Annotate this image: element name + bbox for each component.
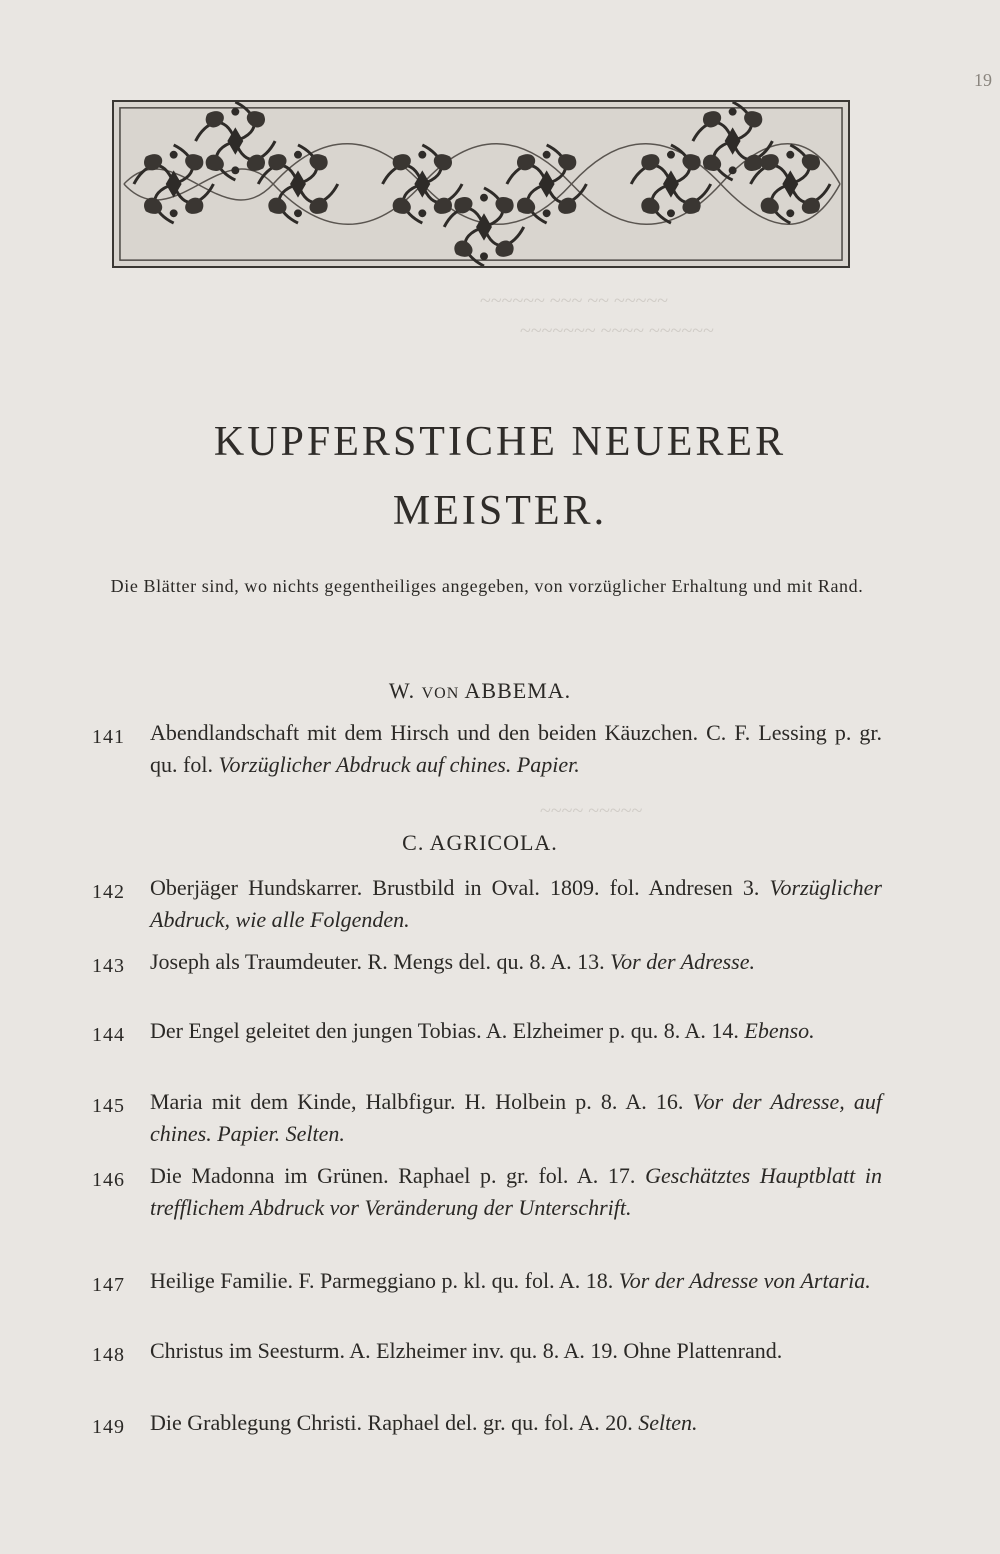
catalog-entry — [92, 1086, 882, 1150]
entry-note: Vorzüglicher Abdruck, wie alle Folgenden. — [150, 875, 882, 932]
entry-number: 141 — [92, 726, 125, 748]
entry-number: 146 — [92, 1169, 125, 1191]
entry-number: 147 — [92, 1274, 125, 1296]
artist-heading-agricola — [0, 830, 960, 856]
entry-number: 142 — [92, 881, 125, 903]
entry-text — [150, 1160, 882, 1224]
entry-description: Abendlandschaft mit dem Hirsch und den beiden Käuzchen. C. F. Lessing p. gr. qu. fol. — [150, 720, 882, 777]
entry-note: Selten. — [638, 1410, 698, 1435]
entry-text — [150, 1086, 882, 1150]
page-title-line-1: KUPFERSTICHE NEUERER — [213, 419, 787, 465]
entry-text — [150, 1335, 882, 1367]
catalog-entry — [92, 1015, 882, 1047]
entry-text — [150, 946, 882, 978]
bleed-through: ~~~~~~~ ~~~~ ~~~~~~ — [520, 320, 714, 342]
catalog-entry — [92, 946, 882, 978]
catalog-entry — [92, 1407, 882, 1439]
page-title-line-2: MEISTER. — [392, 488, 608, 534]
entry-note: Vor der Adresse, auf chines. Papier. Selten. — [150, 1089, 882, 1146]
entry-description: Christus im Seesturm. A. Elzheimer inv. qu. 8. A. 19. Ohne Plattenrand. — [150, 1338, 783, 1363]
bleed-through: ~~~~ ~~~~~ — [540, 800, 643, 822]
entry-number: 148 — [92, 1344, 125, 1366]
entry-description: Der Engel geleitet den jungen Tobias. A. Elzheimer p. qu. 8. A. 14. — [150, 1018, 745, 1043]
artist-name: ABBEMA. — [459, 678, 572, 703]
page-number: 19 — [974, 70, 992, 90]
artist-particle: VON — [421, 685, 460, 702]
catalog-entry — [92, 1335, 882, 1367]
artist-heading-abbema — [0, 678, 960, 704]
entry-number: 145 — [92, 1095, 125, 1117]
entry-number: 149 — [92, 1416, 125, 1438]
entry-note: Geschätztes Hauptblatt in trefflichem Abdruck vor Veränderung der Unterschrift. — [150, 1163, 882, 1220]
entry-note: Vor der Adresse von Artaria. — [618, 1268, 871, 1293]
artist-initials: W. — [388, 678, 422, 703]
intro-note: Die Blätter sind, wo nichts gegentheiliges angegeben, von vorzüglicher Erhaltung und mit Rand. — [110, 576, 864, 596]
entry-text — [150, 872, 882, 936]
artist-initials: C. — [402, 830, 430, 855]
entry-number: 143 — [92, 955, 125, 977]
entry-description: Joseph als Traumdeuter. R. Mengs del. qu. 8. A. 13. — [150, 949, 611, 974]
entry-text — [150, 717, 882, 781]
catalog-entry — [92, 1265, 882, 1297]
entry-text — [150, 1407, 882, 1439]
bleed-through: ~~~~~~ ~~~ ~~ ~~~~~ — [480, 290, 669, 312]
arabesque-ornament-icon — [114, 102, 848, 266]
entry-text — [150, 1015, 882, 1047]
entry-description: Die Madonna im Grünen. Raphael p. gr. fol. A. 17. — [150, 1163, 646, 1188]
catalog-entry — [92, 872, 882, 936]
entry-note: Ebenso. — [744, 1018, 815, 1043]
entry-number: 144 — [92, 1024, 125, 1046]
ornamental-header-banner — [112, 100, 850, 268]
catalog-entry — [92, 1160, 882, 1224]
entry-note: Vorzüglicher Abdruck auf chines. Papier. — [218, 752, 580, 777]
entry-description: Die Grablegung Christi. Raphael del. gr. qu. fol. A. 20. — [150, 1410, 639, 1435]
catalog-entry — [92, 717, 882, 781]
entry-text — [150, 1265, 882, 1297]
entry-description: Maria mit dem Kinde, Halbfigur. H. Holbein p. 8. A. 16. — [150, 1089, 693, 1114]
entry-note: Vor der Adresse. — [610, 949, 755, 974]
artist-name: AGRICOLA. — [429, 830, 558, 855]
entry-description: Heilige Familie. F. Parmeggiano p. kl. qu. fol. A. 18. — [150, 1268, 619, 1293]
entry-description: Oberjäger Hundskarrer. Brustbild in Oval. 1809. fol. Andresen 3. — [150, 875, 770, 900]
